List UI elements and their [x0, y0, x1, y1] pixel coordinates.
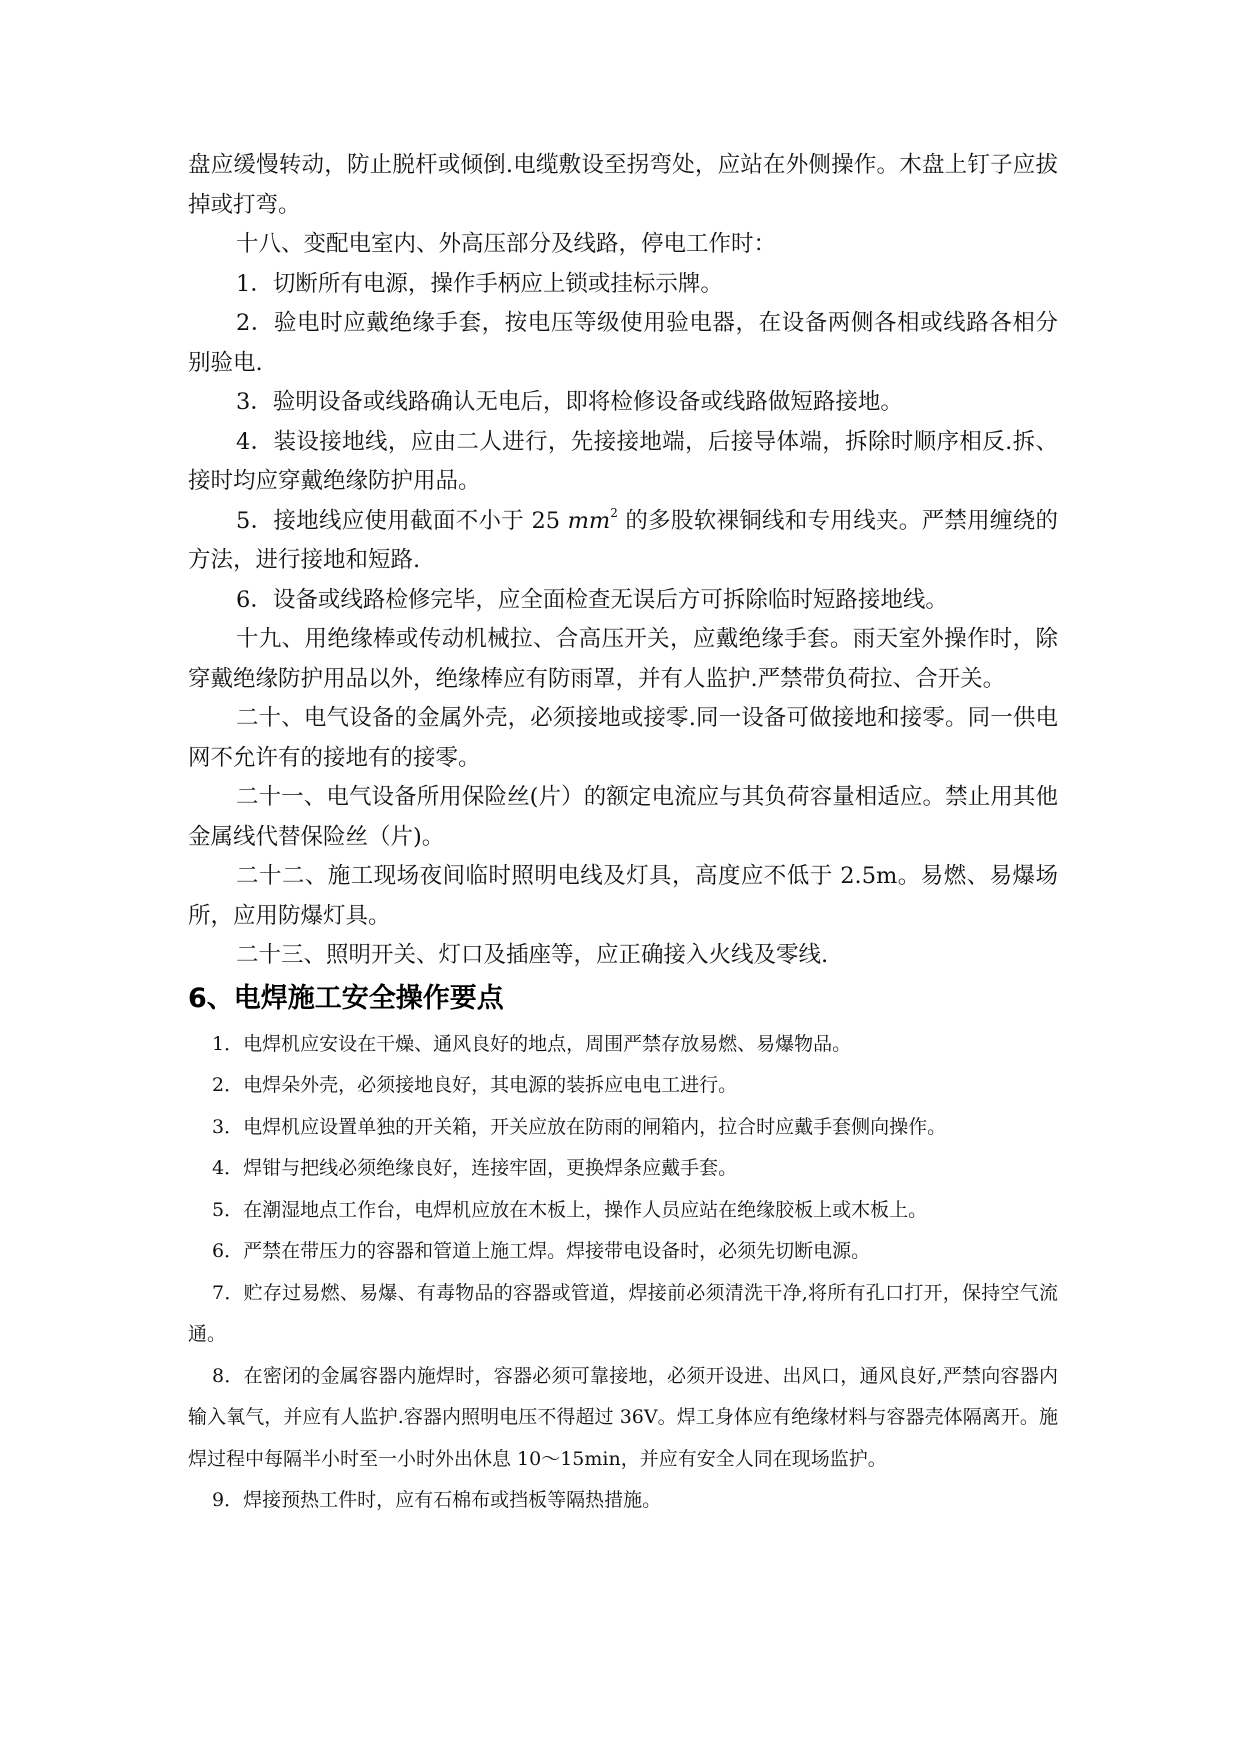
- paragraph: 十九、用绝缘棒或传动机械拉、合高压开关，应戴绝缘手套。雨天室外操作时，除穿戴绝缘防护用品以外，绝缘棒应有防雨罩，并有人监护.严禁带负荷拉、合开关。: [188, 626, 1058, 692]
- paragraph: 3．验明设备或线路确认无电后，即将检修设备或线路做短路接地。: [236, 389, 903, 415]
- paragraph: 二十三、照明开关、灯口及插座等，应正确接入火线及零线.: [236, 942, 829, 968]
- paragraph: 1．切断所有电源，操作手柄应上锁或挂标示牌。: [236, 270, 723, 297]
- paragraph: 2．验电时应戴绝缘手套，按电压等级使用验电器，在设备两侧各相或线路各相分别验电.: [188, 310, 1058, 376]
- paragraph: 二十一、电气设备所用保险丝(片）的额定电流应与其负荷容量相适应。禁止用其他金属线代替保险丝（片)。: [188, 784, 1058, 850]
- section-heading: 6、电焊施工安全操作要点: [188, 982, 504, 1014]
- para5-text-after: 的多股软裸铜线和专用线夹。严禁用缠绕的方法，进行接地和短路.: [188, 507, 1059, 573]
- paragraph: 二十、电气设备的金属外壳，必须接地或接零.同一设备可做接地和接零。同一供电网不允许有的接地有的接零。: [188, 705, 1058, 771]
- list-item: 4．焊钳与把线必须绝缘良好，连接牢固，更换焊条应戴手套。: [212, 1157, 738, 1179]
- paragraph: 盘应缓慢转动，防止脱杆或倾倒.电缆敷设至拐弯处，应站在外侧操作。木盘上钉子应拔掉或打弯。: [188, 152, 1058, 218]
- paragraph: 十八、变配电室内、外高压部分及线路，停电工作时：: [236, 231, 777, 257]
- list-item: 6．严禁在带压力的容器和管道上施工焊。焊接带电设备时，必须先切断电源。: [212, 1240, 871, 1262]
- paragraph: 4．装设接地线，应由二人进行，先接接地端，后接导体端，拆除时顺序相反.拆、接时均应穿戴绝缘防护用品。: [188, 428, 1058, 494]
- unit-superscript: 2: [610, 506, 618, 520]
- list-item: 7．贮存过易燃、易爆、有毒物品的容器或管道，焊接前必须清洗干净,将所有孔口打开，保持空气流通。: [188, 1281, 1058, 1345]
- paragraph: 二十二、施工现场夜间临时照明电线及灯具，高度应不低于 2.5m。易燃、易爆场所，应用防爆灯具。: [188, 863, 1058, 929]
- list-item: 5．在潮湿地点工作台，电焊机应放在木板上，操作人员应站在绝缘胶板上或木板上。: [212, 1198, 928, 1221]
- list-item: 9．焊接预热工件时，应有石棉布或挡板等隔热措施。: [212, 1489, 662, 1511]
- document-page: [188, 146, 1058, 1522]
- paragraph-item-5: [188, 502, 1058, 581]
- paragraph: 6．设备或线路检修完毕，应全面检查无误后方可拆除临时短路接地线。: [236, 586, 948, 613]
- unit-mm: mm: [567, 507, 611, 534]
- para5-text-before: 5．接地线应使用截面不小于 25: [236, 507, 561, 534]
- list-item: 3．电焊机应设置单独的开关箱，开关应放在防雨的闸箱内，拉合时应戴手套侧向操作。: [212, 1115, 947, 1138]
- list-item: 2．电焊朵外壳，必须接地良好，其电源的装拆应电电工进行。: [212, 1074, 738, 1096]
- list-item: 1．电焊机应安设在干燥、通风良好的地点，周围严禁存放易燃、易爆物品。: [212, 1032, 852, 1055]
- list-item: 8．在密闭的金属容器内施焊时，容器必须可靠接地，必须开设进、出风口，通风良好,严禁向容器内输入氧气，并应有人监护.容器内照明电压不得超过 36V。焊工身体应有绝缘材料与容器壳体隔离开。施焊过程中每隔半小时至一小时外出休息 10～15min，并应有安全人同在现场监护。: [188, 1364, 1058, 1470]
